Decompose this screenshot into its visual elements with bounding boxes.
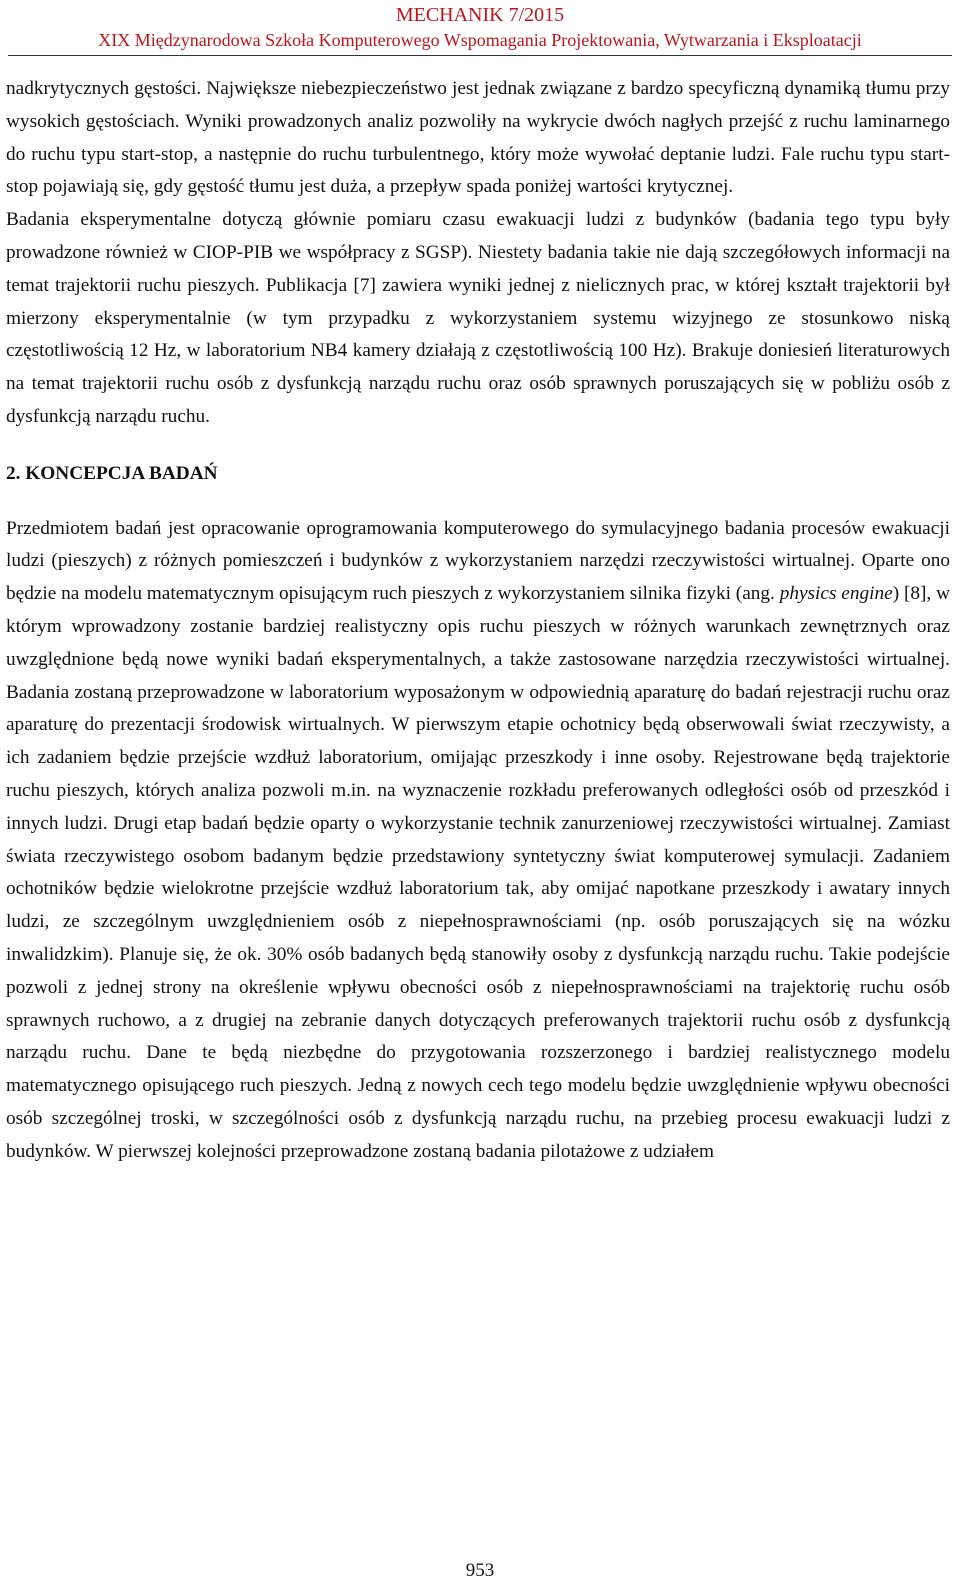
header-divider — [8, 55, 952, 56]
paragraph-experimental-research: Badania eksperymentalne dotyczą głównie pomiaru czasu ewakuacji ludzi z budynków (badania tego typu były prowadzone również w CIOP-PIB we współpracy z SGSP). Niestety badania takie nie dają szczegółowych informacji na temat trajektorii ruchu pieszych. Publikacja [7] zawiera wyniki jednej z nielicznych prac, w której kształt trajektorii był mierzony eksperymentalnie (w tym przypadku z wykorzystaniem systemu wizyjnego ze stosunkowo niską częstotliwością 12 Hz, w laboratorium NB4 kamery działają z częstotliwością 100 Hz). Brakuje doniesień literaturowych na temat trajektorii ruchu osób z dysfunkcją narządu ruchu oraz osób sprawnych poruszających się w pobliżu osób z dysfunkcją narządu ruchu. — [6, 209, 950, 427]
italic-term: physics engine — [779, 583, 893, 605]
paragraph-text-1: Przedmiotem badań jest opracowanie oprogramowania komputerowego do symulacyjnego badania procesów ewakuacji ludzi (pieszych) z różnych pomieszczeń i budynków z wykorzystaniem narzędzi rzeczywistości wirtualnej. Oparte ono będzie na modelu matematycznym opisującym ruch pieszych z wykorzystaniem silnika fizyki (ang. — [6, 517, 950, 605]
paragraph-research-concept — [6, 513, 950, 1169]
page-number: 953 — [465, 1560, 495, 1581]
paragraph-crowd-dynamics: nadkrytycznych gęstości. Największe niebezpieczeństwo jest jednak związane z bardzo specyficzną dynamiką tłumu przy wysokich gęstościach. Wyniki prowadzonych analiz pozwoliły na wykrycie dwóch nagłych przejść z ruchu laminarnego do ruchu typu start-stop, a następnie do ruchu turbulentnego, który może wywołać deptanie ludzi. Fale ruchu typu start-stop pojawiają się, gdy gęstość tłumu jest duża, a przepływ spada poniżej wartości krytycznej. — [6, 78, 950, 198]
section-heading: 2. KONCEPCJA BADAŃ — [6, 462, 218, 484]
journal-title: MECHANIK 7/2015 — [395, 4, 565, 26]
page-body — [6, 73, 950, 1169]
conference-title: XIX Międzynarodowa Szkoła Komputerowego Wspomagania Projektowania, Wytwarzania i Eksploatacji — [98, 30, 862, 50]
page-header — [0, 0, 960, 52]
paragraph-text-2: ) [8], w którym wprowadzony zostanie bardziej realistyczny opis ruchu pieszych w różnych warunkach zewnętrznych oraz uwzględnione będą nowe wyniki badań eksperymentalnych, a także zastosowane narzędzia rzeczywistości wirtualnej. Badania zostaną przeprowadzone w laboratorium wyposażonym w odpowiednią aparaturę do badań rejestracji ruchu oraz aparaturę do prezentacji środowisk wirtualnych. W pierwszym etapie ochotnicy będą obserwowali świat rzeczywisty, a ich zadaniem będzie przejście wzdłuż laboratorium, omijając przeszkody i inne osoby. Rejestrowane będą trajektorie ruchu pieszych, których analiza pozwoli m.in. na wyznaczenie rozkładu preferowanych odległości osób od przeszkód i innych ludzi. Drugi etap badań będzie oparty o wykorzystanie technik zanurzeniowej rzeczywistości wirtualnej. Zamiast świata rzeczywistego osobom badanym będzie przedstawiony syntetyczny świat komputerowej symulacji. Zadaniem ochotników będzie wielokrotne przejście wzdłuż laboratorium tak, aby omijać napotkane przeszkody i awatary innych ludzi, ze szczególnym uwzględnieniem osób z niepełnosprawnościami (np. osób poruszających się na wózku inwalidzkim). Planuje się, że ok. 30% osób badanych będą stanowiły osoby z dysfunkcją narządu ruchu. Takie podejście pozwoli z jednej strony na określenie wpływu obecności osób z niepełnosprawnościami na trajektorię ruchu osób sprawnych ruchowo, a z drugiej na zebranie danych dotyczących preferowanych trajektorii ruchu osób z dysfunkcją narządu ruchu. Dane te będą niezbędne do przygotowania rozszerzonego i bardziej realistycznego modelu matematycznego opisującego ruch pieszych. Jedną z nowych cech tego modelu będzie uwzględnienie wpływu obecności osób szczególnej troski, w szczególności osób z dysfunkcją narządu ruchu, na przebieg procesu ewakuacji ludzi z budynków. W pierwszej kolejności przeprowadzone zostaną badania pilotażowe z udziałem — [6, 583, 950, 1162]
